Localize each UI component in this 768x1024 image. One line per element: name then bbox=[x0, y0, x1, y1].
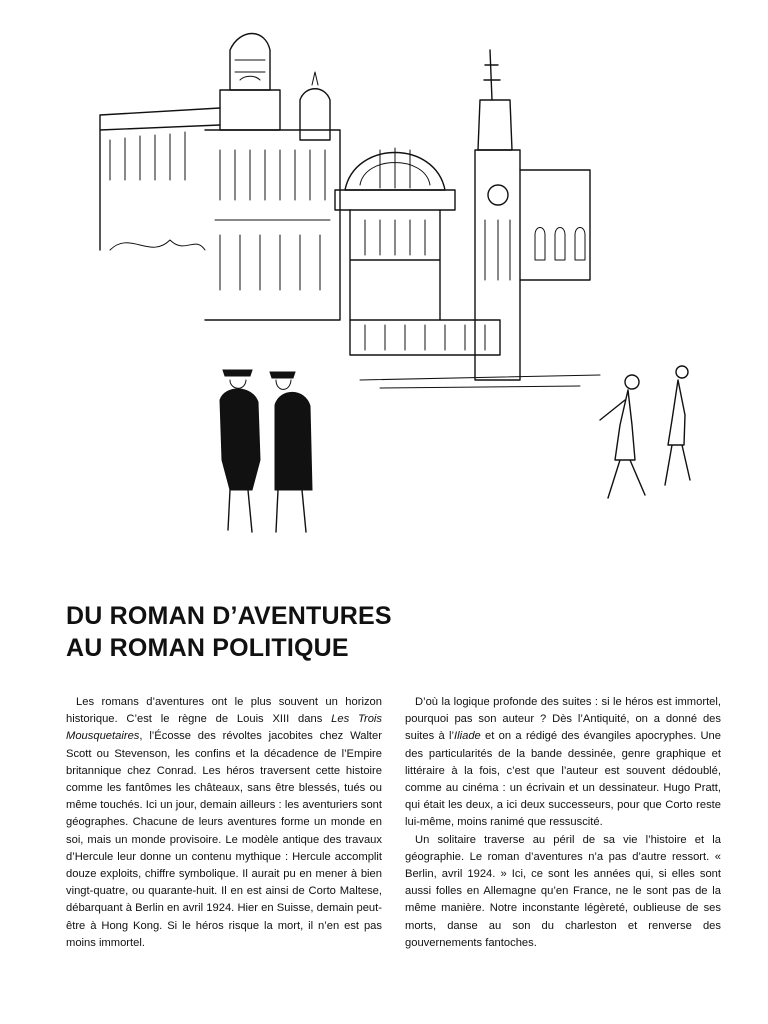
title-line-2: AU ROMAN POLITIQUE bbox=[66, 634, 349, 662]
text-run: Les romans d’aventures ont le plus souvent un horizon historique. C’est le règne de Louis XIII dans bbox=[66, 696, 382, 726]
book-title-italic: Les Trois Mousquetaires bbox=[66, 713, 382, 743]
text-run: D’où la logique profonde des suites : si le héros est immortel, pourquoi pas son auteur ? Dès l’Antiquité, on a donné des suites à l’ bbox=[405, 696, 721, 743]
paragraph bbox=[405, 694, 721, 832]
book-title-italic: Iliade bbox=[454, 730, 481, 743]
walking-figures bbox=[600, 366, 690, 498]
ink-drawing bbox=[80, 20, 700, 545]
berlin-sketch-illustration bbox=[80, 20, 700, 545]
column-left bbox=[66, 694, 382, 952]
paragraph: Un solitaire traverse au péril de sa vie l’histoire et la géographie. Le roman d’aventures n’a pas d’autre ressort. « Berlin, avril 1924. » Ici, ce sont les années qui, si elles sont aussi folles en Allemagne qu’en France, ne le sont pas de la même manière. Notre inconstante légèreté, oublieuse de ses morts, danse au son du charleston et renverse des gouvernements fantoches. bbox=[405, 833, 721, 949]
two-men-figures bbox=[220, 370, 312, 532]
text-run: et on a rédigé des évangiles apocryphes. Une des particularités de la bande dessinée, genre graphique et littéraire à la fois, c’est que l’auteur est souvent dédoublé, comme au cinéma : un écrivain et un dessinateur. Hugo Pratt, qui était les deux, a ici deux successeurs, pour que Corto reste lui-même, moins ranimé que ressuscité. bbox=[405, 730, 721, 829]
paragraph bbox=[66, 694, 382, 952]
article-title bbox=[66, 600, 726, 664]
title-line-1: DU ROMAN D’AVENTURES bbox=[66, 602, 392, 630]
palace-drawing bbox=[100, 34, 340, 321]
text-run: , l’Écosse des révoltes jacobites chez Walter Scott ou Stevenson, les confins et la décadence de l’Empire britannique chez Conrad. Les héros traversent cette histoire comme les fantômes les châteaux, sans être blessés, tués ou même touchés. Ici un jour, demain ailleurs : les aventuriers sont géographes. Chacune de leurs aventures forme un monde en soi, mais un monde provisoire. Le modèle antique des travaux d’Hercule leur donne un contenu mythique : Hercule accomplit douze exploits, chiffre symbolique. Il aurait pu en mener à bien vingt-quatre, ou quarante-huit. Il en est ainsi de Corto Maltese, débarquant à Berlin en avril 1924. Hier en Suisse, demain peut-être à Hong Kong. Si le héros risque la mort, il n’en est pas moins immortel. bbox=[66, 730, 382, 949]
clock-tower-drawing bbox=[360, 50, 600, 388]
column-right bbox=[405, 694, 721, 952]
text-columns bbox=[66, 694, 721, 952]
